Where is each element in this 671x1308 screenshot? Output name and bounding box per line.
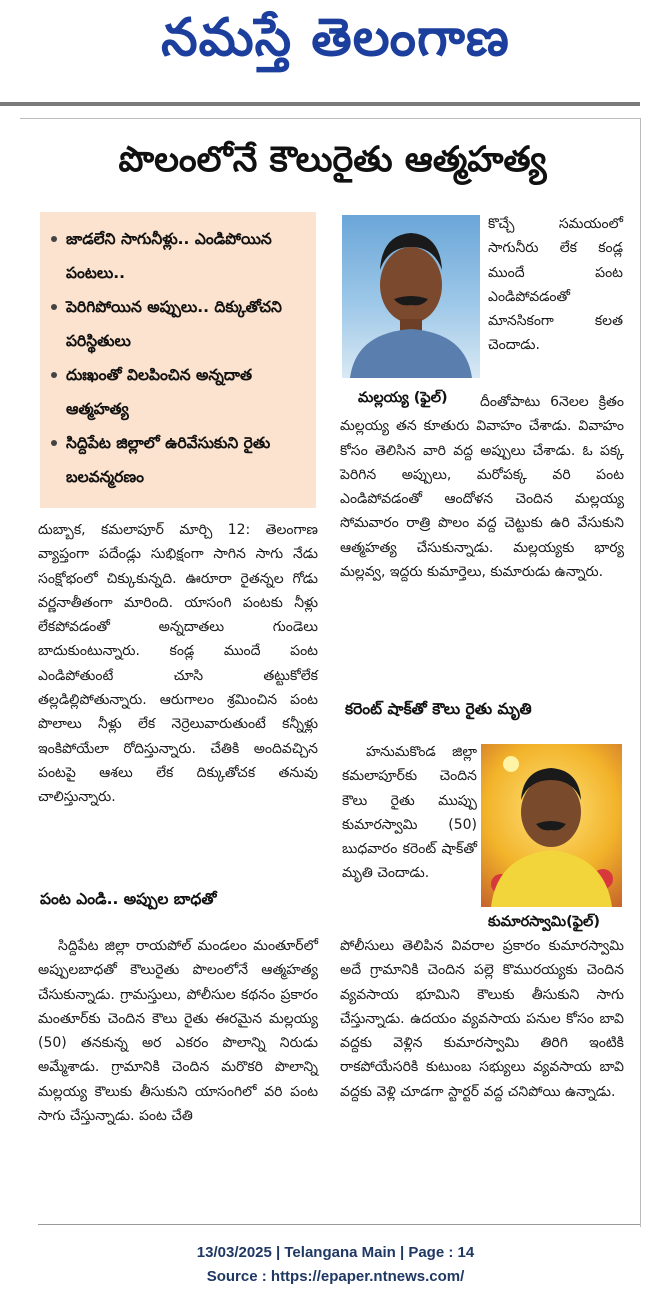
main-story-lead: దుబ్బాక, కమలాపూర్‌ మార్చి 12: తెలంగాణ వ్యాప్తంగా పదేండ్లు సుభిక్షంగా సాగిన సాగు నేడు సంక్షోభంలో చిక్కుకున్నది. ఊరూరా రైతన్నల గోడు వర్ణనాతీతంగా మారింది. యాసంగి పంటకు నీళ్లు లేకపోవడంతో అన్నదాతలు గుండెలు బాదుకుంటున్నారు. కండ్ల ముందే పంట ఎండిపోతుంటే చూసి తట్టుకోలేక తల్లడిల్లిపోతున్నారు. ఆరుగాలం శ్రమించిన పంట పొలాలు నీళ్లు లేక నెర్రెలువారుతుంటే కన్నీళ్లు ఇంకిపోయేలా రోదిస్తున్నారు. చేతికి అందివచ్చిన పంటపై ఆశలు లేక దిక్కుతోచక తనువు చాలిస్తున్నారు. (38, 522, 318, 806)
highlight-item: సిద్దిపేట జిల్లాలో ఉరివేసుకుని రైతు బలవన్మరణం (40, 426, 316, 494)
footer-dateline: 13/03/2025 | Telangana Main | Page : 14 (196, 1244, 475, 1261)
main-story-continued-text: దీంతోపాటు 6నెలల క్రితం మల్లయ్య తన కూతురు వివాహం చేశాడు. వివాహం కోసం తెలిసిన వారి వద్ద అప్పులు చేశాడు. ఓ పక్క పెరిగిన అప్పులు, మరోపక్క వరి పంట ఎండిపోవడంతో ఆందోళన చెందిన మల్లయ్య సోమవారం రాత్రి పొలం వద్ద చెట్టుకు ఉరి వేసుకుని ఆత్మహత్య చేసుకున్నాడు. మల్లయ్యకు భార్య మల్లవ్వ, ఇద్దరు కుమార్తెలు, కుమారుడు ఉన్నారు. (340, 394, 624, 581)
highlight-item: జాడలేని సాగునీళ్లు.. ఎండిపోయిన పంటలు.. (40, 222, 316, 290)
main-story-continued-wide (340, 366, 624, 584)
main-story-body: సిద్దిపేట జిల్లా రాయపోల్‌ మండలం మంతూర్‌లో అప్పులబాధతో కౌలురైతు పొలంలోనే ఆత్మహత్య చేసుకున్నాడు. గ్రామస్తులు, పోలీసుల కథనం ప్రకారం మంతూర్‌కు చెందిన కౌలు రైతు ఈరమైన మల్లయ్య (50) తనకున్న అర ఎకరం పొలాన్ని నిరుడు అమ్మేశాడు. గ్రామానికి చెందిన మరొకరి పొలాన్ని మల్లయ్య కౌలుకు తీసుకుని యాసంగిలో వరి పంట సాగు చేస్తున్నాడు. పంట చేతి (38, 938, 318, 1125)
masthead-rule (0, 102, 640, 106)
main-story-subhead: పంట ఎండి.. అప్పుల బాధతో (40, 890, 217, 908)
highlight-item: దుఃఖంతో విలపించిన అన్నదాత ఆత్మహత్య (40, 358, 316, 426)
second-story-wide: పోలీసులు తెలిపిన వివరాల ప్రకారం కుమారస్వామి అదే గ్రామానికి చెందిన పల్లె కొమురయ్యకు చెందిన వ్యవసాయ భూమిని కౌలుకు తీసుకుని సాగు చేస్తున్నాడు. ఉదయం వ్యవసాయ పనుల కోసం బావి వద్దకు వెళ్లిన కుమారస్వామి తిరిగి ఇంటికి రాకపోయేసరికి కుటుంబ సభ్యులు వ్యవసాయ బావి వద్దకు వెళ్లి చూడగా స్టార్టర్‌ వద్ద చనిపోయి ఉన్నాడు. (340, 938, 624, 1100)
article-bottom-rule (38, 1224, 640, 1225)
farmer-photo-kumaraswamy (481, 744, 622, 907)
portrait-icon (342, 215, 480, 378)
farmer-photo-mallaiah (342, 215, 480, 378)
footer-source: Source : https://epaper.ntnews.com/ (206, 1268, 465, 1285)
photo1-caption: మల్లయ్య (ఫైల్) (358, 390, 448, 406)
headline: పొలంలోనే కౌలురైతు ఆత్మహత్య (118, 140, 547, 180)
second-story-subhead: కరెంట్‌ షాక్‌తో కౌలు రైతు మృతి (345, 700, 532, 718)
main-story-continued-narrow: కొచ్చే సమయంలో సాగునీరు లేక కండ్ల ముందే పంట ఎండిపోవడంతో మానసికంగా కలత చెందాడు. (488, 216, 623, 354)
highlights-box (40, 212, 316, 508)
portrait-icon (481, 744, 622, 907)
masthead (0, 0, 671, 100)
highlight-item: పెరిగిపోయిన అప్పులు.. దిక్కుతోచని పరిస్థితులు (40, 290, 316, 358)
photo2-caption: కుమారస్వామి(ఫైల్) (488, 914, 600, 930)
second-story-narrow: హనుమకొండ జిల్లా కమలాపూర్‌కు చెందిన కౌలు రైతు ముప్పు కుమారస్వామి (50) బుధవారం కరెంట్‌ షాక్‌తో మృతి చెందాడు. (342, 744, 477, 882)
masthead-title: నమస్తే తెలంగాణ (161, 8, 510, 68)
